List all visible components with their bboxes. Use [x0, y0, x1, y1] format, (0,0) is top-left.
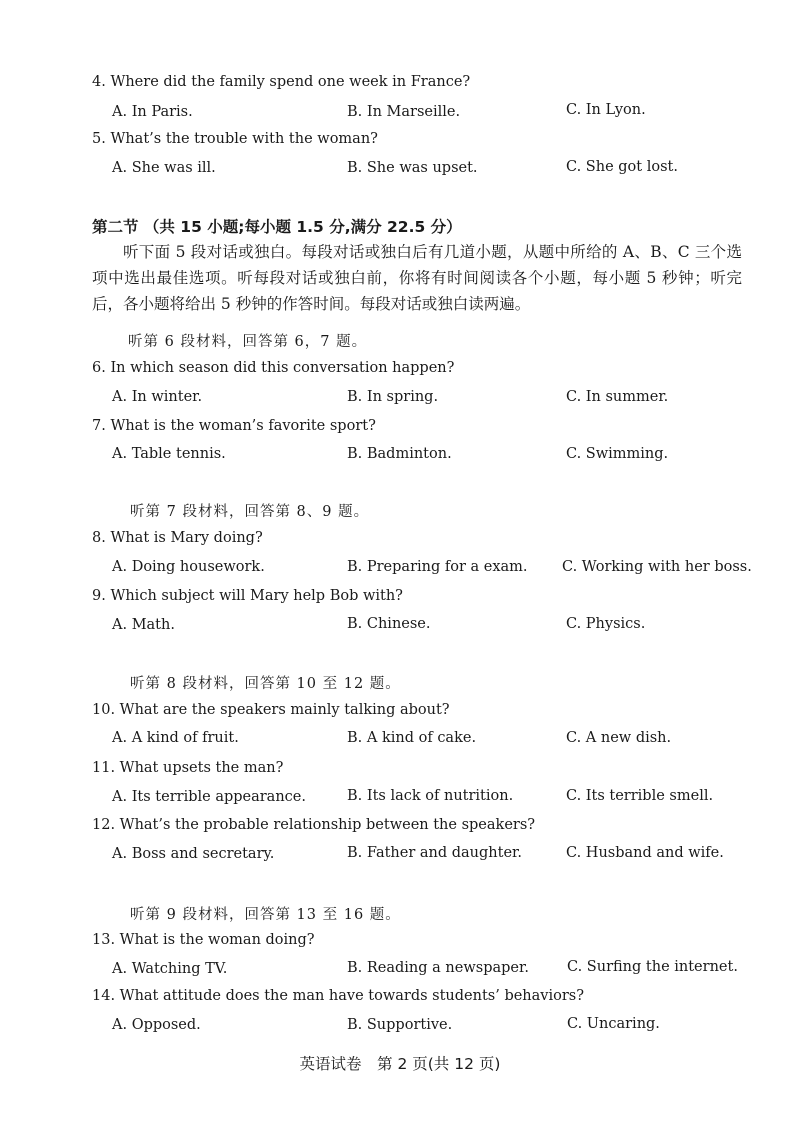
q5-option-c: C. She got lost. [566, 159, 678, 175]
q5-option-b: B. She was upset. [347, 160, 478, 176]
q6-option-c: C. In summer. [566, 389, 669, 405]
q13-option-a: A. Watching TV. [112, 961, 228, 977]
question-13: 13. What is the woman doing? [92, 932, 315, 948]
q11-option-b: B. Its lack of nutrition. [347, 788, 514, 804]
q8-option-c: C. Working with her boss. [562, 559, 752, 575]
question-7: 7. What is the woman’s favorite sport? [92, 418, 376, 434]
q4-option-b: B. In Marseille. [347, 104, 461, 120]
q10-option-a: A. A kind of fruit. [112, 730, 239, 746]
q11-option-a: A. Its terrible appearance. [112, 789, 306, 805]
q13-option-b: B. Reading a newspaper. [347, 960, 529, 976]
q12-option-c: C. Husband and wife. [566, 845, 724, 861]
question-10: 10. What are the speakers mainly talking about? [92, 702, 450, 718]
q7-option-a: A. Table tennis. [112, 446, 226, 462]
question-14: 14. What attitude does the man have towards students’ behaviors? [92, 988, 584, 1004]
q14-option-c: C. Uncaring. [567, 1016, 660, 1032]
page-footer: 英语试卷 第 2 页(共 12 页) [299, 1055, 501, 1073]
q8-option-b: B. Preparing for a exam. [347, 559, 528, 575]
q10-option-c: C. A new dish. [566, 730, 672, 746]
q9-option-a: A. Math. [112, 617, 175, 633]
q9-option-c: C. Physics. [566, 616, 646, 632]
q7-option-b: B. Badminton. [347, 446, 452, 462]
q8-option-a: A. Doing housework. [112, 559, 265, 575]
q4-option-a: A. In Paris. [112, 104, 193, 120]
q14-option-b: B. Supportive. [347, 1017, 453, 1033]
listen-material-7: 听第 7 段材料，回答第 8、9 题。 [130, 504, 370, 520]
q4-option-c: C. In Lyon. [566, 102, 646, 118]
question-6: 6. In which season did this conversation happen? [92, 360, 455, 376]
question-12: 12. What’s the probable relationship between the speakers? [92, 817, 536, 833]
q11-option-c: C. Its terrible smell. [566, 788, 714, 804]
q13-option-c: C. Surfing the internet. [567, 959, 738, 975]
q7-option-c: C. Swimming. [566, 446, 669, 462]
q5-option-a: A. She was ill. [112, 160, 216, 176]
question-8: 8. What is Mary doing? [92, 530, 263, 546]
q6-option-a: A. In winter. [112, 389, 203, 405]
listen-material-6: 听第 6 段材料，回答第 6，7 题。 [128, 334, 368, 350]
q6-option-b: B. In spring. [347, 389, 439, 405]
section-instruction: 听下面 5 段对话或独白。每段对话或独白后有几道小题，从题中所给的 A、B、C 三个选项中选出最佳选项。听每段对话或独白前，你将有时间阅读各个小题，每小题 5 秒钟；听完后，各小题将给出 5 秒钟的作答时间。每段对话或独白读两遍。 [92, 243, 742, 313]
q12-option-b: B. Father and daughter. [347, 845, 522, 861]
q14-option-a: A. Opposed. [112, 1017, 201, 1033]
question-9: 9. Which subject will Mary help Bob with? [92, 588, 403, 604]
question-5: 5. What’s the trouble with the woman? [92, 131, 378, 147]
listen-material-9: 听第 9 段材料，回答第 13 至 16 题。 [130, 907, 401, 923]
question-4: 4. Where did the family spend one week in France? [92, 74, 471, 90]
q10-option-b: B. A kind of cake. [347, 730, 477, 746]
q9-option-b: B. Chinese. [347, 616, 431, 632]
section-title: 第二节 （共 15 小题;每小题 1.5 分,满分 22.5 分） [92, 218, 462, 236]
listen-material-8: 听第 8 段材料，回答第 10 至 12 题。 [130, 676, 401, 692]
q12-option-a: A. Boss and secretary. [112, 846, 275, 862]
question-11: 11. What upsets the man? [92, 760, 284, 776]
